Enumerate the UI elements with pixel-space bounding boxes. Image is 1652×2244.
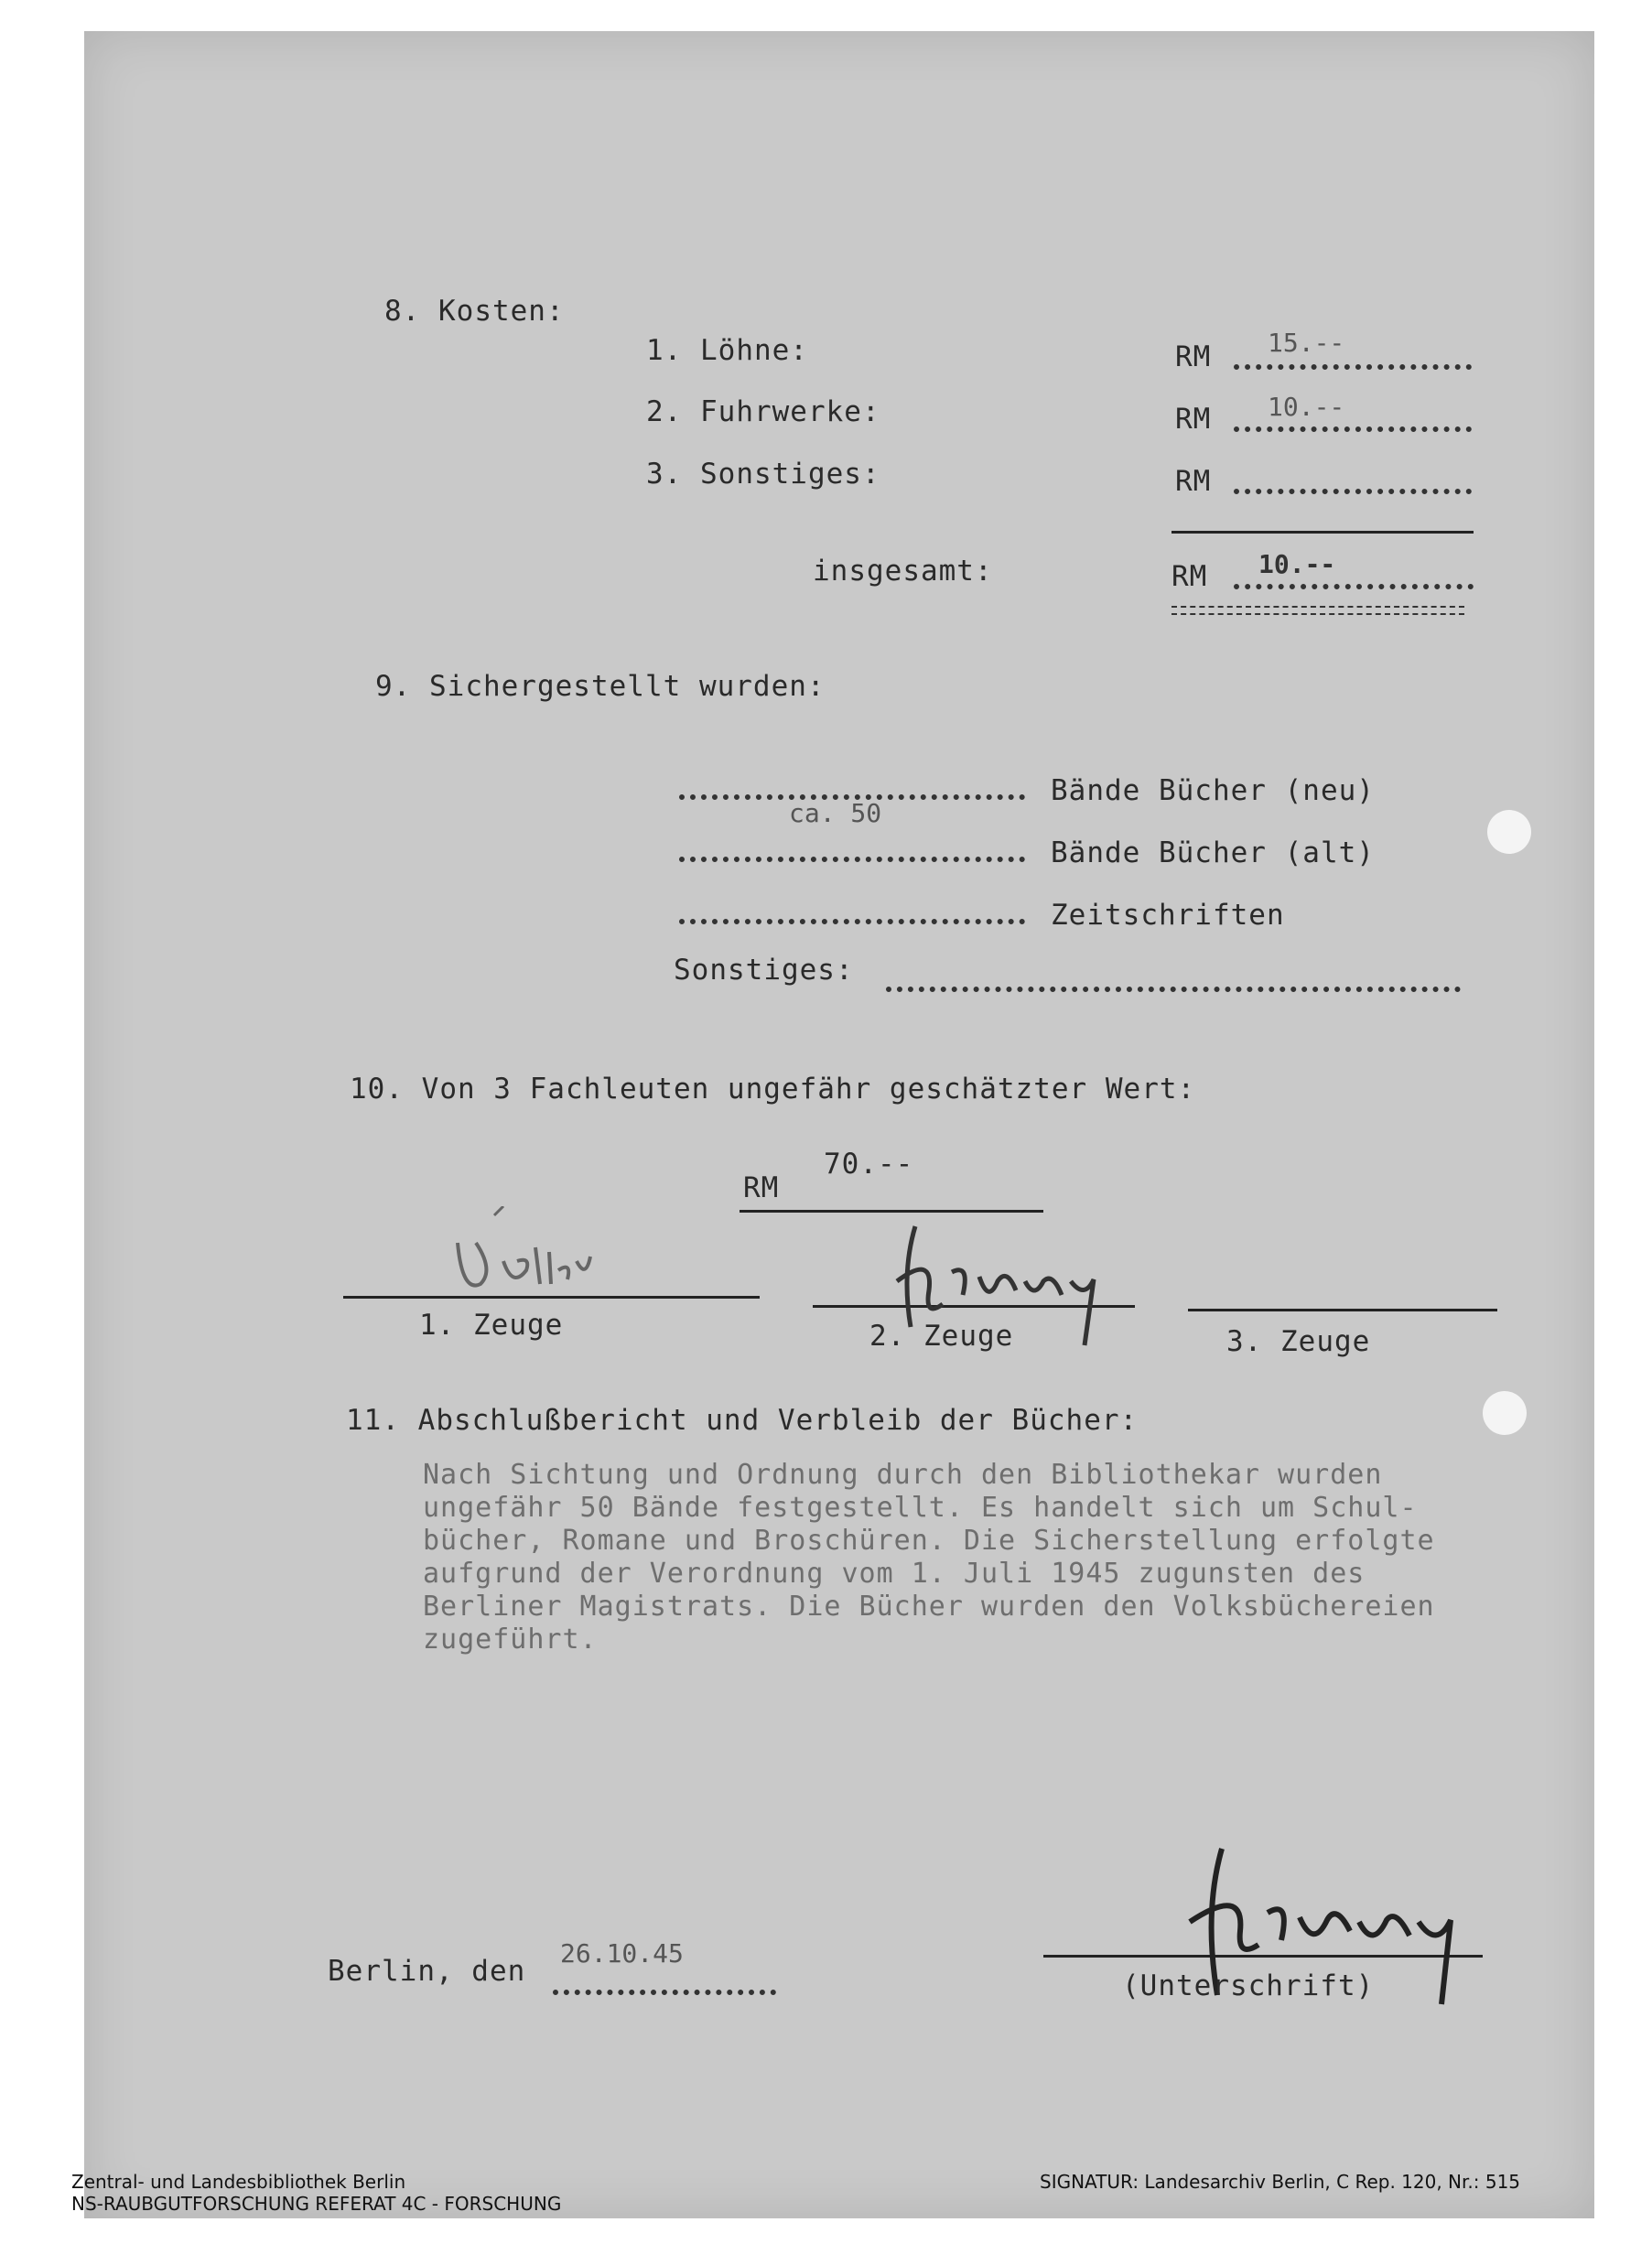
- dotted-line: [553, 1990, 776, 1995]
- section-10-heading: 10. Von 3 Fachleuten ungefähr geschätzter Wert:: [350, 1073, 1196, 1106]
- currency-label: RM: [743, 1171, 780, 1204]
- dotted-line: [886, 987, 1461, 992]
- double-rule: [1172, 606, 1464, 615]
- place-label: Berlin, den: [328, 1955, 526, 1988]
- report-line: bücher, Romane und Broschüren. Die Sicherstellung erfolgte: [423, 1525, 1435, 1557]
- dotted-line: [1234, 584, 1474, 589]
- footer-signature-ref: SIGNATUR: Landesarchiv Berlin, C Rep. 120, Nr.: 515: [1040, 2171, 1521, 2193]
- secured-other-label: Sonstiges:: [674, 954, 854, 987]
- cost-value-carts: 10.--: [1268, 392, 1345, 422]
- dotted-line: [679, 919, 1025, 924]
- secured-item-periodicals: Zeitschriften: [1051, 899, 1285, 932]
- currency-label: RM: [1175, 403, 1212, 436]
- total-label: insgesamt:: [813, 555, 993, 588]
- report-line: Berliner Magistrats. Die Bücher wurden den Volksbüchereien: [423, 1591, 1435, 1623]
- date-value: 26.10.45: [560, 1938, 684, 1969]
- value-rule: [740, 1210, 1043, 1213]
- report-line: zugeführt.: [423, 1624, 598, 1656]
- cost-value-wages: 15.--: [1268, 328, 1345, 358]
- witness-1-signature: [439, 1206, 595, 1307]
- final-report: [423, 1459, 1503, 1656]
- currency-label: RM: [1172, 560, 1208, 593]
- estimated-value: 70.--: [824, 1148, 914, 1181]
- secured-item-old-books: Bände Bücher (alt): [1051, 836, 1375, 869]
- punch-hole: [1483, 1391, 1527, 1435]
- secured-item-new-books: Bände Bücher (neu): [1051, 774, 1375, 807]
- report-line: ungefähr 50 Bände festgestellt. Es handelt sich um Schul-: [423, 1492, 1418, 1524]
- witness-1-label: 1. Zeuge: [419, 1309, 564, 1342]
- section-8-heading: 8. Kosten:: [384, 295, 565, 328]
- section-9-heading: 9. Sichergestellt wurden:: [375, 670, 826, 703]
- dotted-line: [1234, 364, 1472, 370]
- witness-2-label: 2. Zeuge: [869, 1320, 1014, 1353]
- dotted-line: [679, 857, 1025, 862]
- cost-label-carts: 2. Fuhrwerke:: [646, 395, 880, 428]
- cost-label-wages: 1. Löhne:: [646, 334, 808, 367]
- currency-label: RM: [1175, 465, 1212, 498]
- report-line: aufgrund der Verordnung vom 1. Juli 1945 zugunsten des: [423, 1558, 1366, 1590]
- report-line: Nach Sichtung und Ordnung durch den Bibliothekar wurden: [423, 1459, 1383, 1491]
- secured-value-old-books: ca. 50: [789, 798, 882, 828]
- signature-label: (Unterschrift): [1122, 1969, 1375, 2002]
- witness-line: [1188, 1309, 1497, 1311]
- footer-department: NS-RAUBGUTFORSCHUNG REFERAT 4C - FORSCHUNG: [71, 2193, 562, 2215]
- dotted-line: [1234, 426, 1472, 432]
- punch-hole: [1487, 810, 1531, 854]
- currency-label: RM: [1175, 340, 1212, 373]
- dotted-line: [1234, 489, 1472, 494]
- total-value: 10.--: [1258, 549, 1336, 579]
- cost-label-other: 3. Sonstiges:: [646, 458, 880, 491]
- sum-rule: [1172, 531, 1474, 534]
- section-11-heading: 11. Abschlußbericht und Verbleib der Bücher:: [346, 1404, 1139, 1437]
- footer-archive-name: Zentral- und Landesbibliothek Berlin: [71, 2171, 406, 2193]
- witness-3-label: 3. Zeuge: [1226, 1325, 1371, 1358]
